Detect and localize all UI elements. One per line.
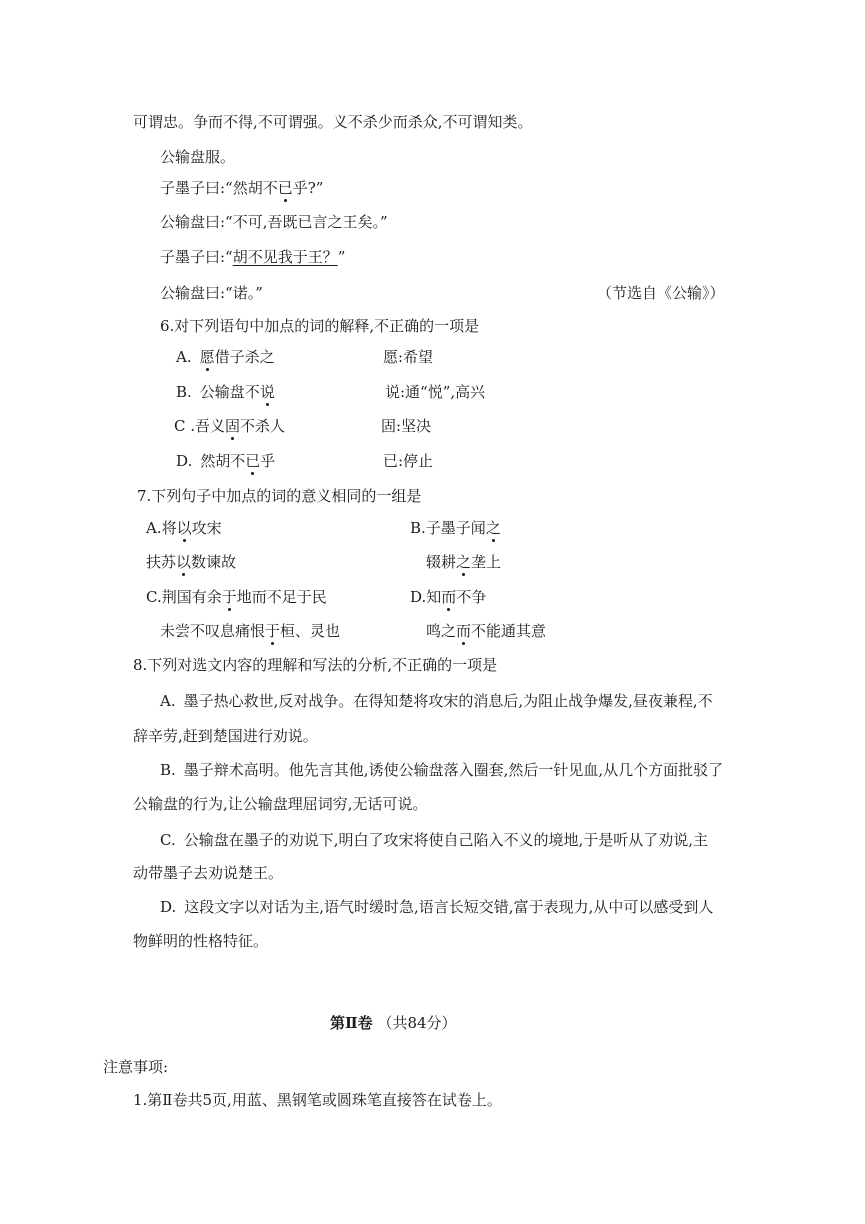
q8-option-c-continued: 动带墨子去劝说楚王。 bbox=[133, 864, 284, 882]
q7-option-b-sentence-1 bbox=[410, 518, 501, 538]
dotted-character: 于 bbox=[265, 622, 281, 640]
option-label: D. bbox=[176, 452, 193, 470]
q7-option-c-sentence-2 bbox=[160, 621, 340, 641]
q7-option-c-sentence-1 bbox=[146, 587, 327, 607]
q6-option-a-gloss: 愿:希望 bbox=[383, 348, 434, 366]
q7-option-a-sentence-1 bbox=[146, 518, 222, 538]
option-text: 墨子热心救世,反对战争。在得知楚将攻宋的消息后,为阻止战争爆发,昼夜兼程,不 bbox=[183, 692, 713, 710]
text-segment: 扶苏 bbox=[146, 553, 177, 571]
q6-option-c bbox=[174, 416, 285, 436]
q8-option-a bbox=[160, 691, 713, 711]
dotted-character: 说 bbox=[259, 383, 275, 401]
text-segment: 荆国有余 bbox=[161, 588, 222, 606]
q8-option-c bbox=[160, 830, 708, 850]
text-segment: 将 bbox=[161, 519, 177, 537]
text-segment: 数谏故 bbox=[191, 553, 237, 571]
option-label: A. bbox=[146, 519, 162, 537]
text-segment: 垄上 bbox=[471, 553, 502, 571]
text-segment: 子墨子曰:“然胡不 bbox=[160, 179, 278, 197]
text-segment: 子墨子闻 bbox=[425, 519, 486, 537]
text-segment: 不争 bbox=[456, 588, 487, 606]
q6-option-c-gloss: 固:坚决 bbox=[381, 417, 432, 435]
dotted-character: 固 bbox=[225, 417, 241, 435]
text-segment: 乎 bbox=[260, 452, 276, 470]
passage-line bbox=[160, 247, 345, 267]
text-segment: 然胡不 bbox=[200, 452, 246, 470]
dotted-character: 而 bbox=[456, 622, 472, 640]
text-segment: 辍耕 bbox=[426, 553, 457, 571]
passage-line: 公输盘曰:“诺。” bbox=[160, 284, 263, 302]
q6-option-d bbox=[176, 451, 275, 471]
text-segment: 地而不足于民 bbox=[236, 588, 327, 606]
q6-option-b-gloss: 说:通“悦”,高兴 bbox=[385, 383, 486, 401]
dotted-character: 以 bbox=[176, 553, 192, 571]
q8-option-b-continued: 公输盘的行为,让公输盘理屈词穷,无话可说。 bbox=[133, 795, 428, 813]
text-segment: 不杀人 bbox=[240, 417, 286, 435]
option-label: B. bbox=[410, 519, 426, 537]
q6-option-d-gloss: 已:停止 bbox=[383, 452, 434, 470]
option-label: C. bbox=[160, 831, 176, 849]
text-segment: 不能通其意 bbox=[471, 622, 547, 640]
dotted-character: 之 bbox=[456, 553, 472, 571]
q7-option-b-sentence-2 bbox=[426, 552, 501, 572]
q6-option-b bbox=[176, 382, 275, 402]
option-label: C . bbox=[174, 417, 196, 435]
option-label: B. bbox=[160, 761, 176, 779]
dotted-character: 之 bbox=[485, 519, 501, 537]
text-segment: 吾义 bbox=[195, 417, 226, 435]
option-label: D. bbox=[410, 588, 427, 606]
option-label: B. bbox=[176, 383, 192, 401]
passage-line: 公输盘服。 bbox=[160, 148, 236, 166]
q6-option-a bbox=[176, 347, 275, 367]
dotted-character: 以 bbox=[176, 519, 192, 537]
option-label: C. bbox=[146, 588, 162, 606]
q8-option-d-continued: 物鲜明的性格特征。 bbox=[133, 932, 269, 950]
dotted-character: 而 bbox=[441, 588, 457, 606]
q8-option-d bbox=[160, 897, 713, 917]
q7-option-d-sentence-1 bbox=[410, 587, 486, 607]
q8-option-a-continued: 辞辛劳,赶到楚国进行劝说。 bbox=[133, 727, 318, 745]
text-segment: 借子杀之 bbox=[214, 348, 275, 366]
underlined-sentence: 胡不见我于王？ bbox=[232, 248, 338, 266]
question-6-stem: 6.对下列语句中加点的词的解释,不正确的一项是 bbox=[160, 317, 480, 335]
q7-option-a-sentence-2 bbox=[146, 552, 236, 572]
passage-line: 公输盘曰:“不可,吾既已言之王矣。” bbox=[160, 213, 388, 231]
section-points: （共84分） bbox=[377, 1014, 457, 1032]
text-segment: 桓、灵也 bbox=[280, 622, 341, 640]
passage-line: 可谓忠。争而不得,不可谓强。义不杀少而杀众,不可谓知类。 bbox=[133, 113, 533, 131]
text-segment: ” bbox=[337, 248, 346, 266]
dotted-character: 已 bbox=[277, 179, 293, 197]
text-segment: 公输盘不 bbox=[199, 383, 260, 401]
question-8-stem: 8.下列对选文内容的理解和写法的分析,不正确的一项是 bbox=[133, 656, 498, 674]
text-segment: 鸣之 bbox=[426, 622, 457, 640]
q8-option-b bbox=[160, 760, 723, 780]
dotted-character: 愿 bbox=[199, 348, 215, 366]
dotted-character: 于 bbox=[221, 588, 237, 606]
text-segment: 乎?” bbox=[292, 179, 324, 197]
text-segment: 知 bbox=[426, 588, 442, 606]
option-label: A. bbox=[176, 348, 192, 366]
dotted-character: 已 bbox=[245, 452, 261, 470]
section-title: 第Ⅱ卷 bbox=[330, 1014, 373, 1032]
text-segment: 子墨子曰:“ bbox=[160, 248, 233, 266]
text-segment: 未尝不叹息痛恨 bbox=[160, 622, 266, 640]
text-segment: 攻宋 bbox=[191, 519, 222, 537]
option-text: 公输盘在墨子的劝说下,明白了攻宋将使自己陷入不义的境地,于是听从了劝说,主 bbox=[183, 831, 709, 849]
note-item: 1.第Ⅱ卷共5页,用蓝、黑钢笔或圆珠笔直接答在试卷上。 bbox=[133, 1091, 502, 1109]
option-label: D. bbox=[160, 898, 177, 916]
option-label: A. bbox=[160, 692, 176, 710]
option-text: 这段文字以对话为主,语气时缓时急,语言长短交错,富于表现力,从中可以感受到人 bbox=[184, 898, 714, 916]
section-heading bbox=[330, 1013, 457, 1033]
notes-heading: 注意事项: bbox=[103, 1058, 169, 1076]
option-text: 墨子辩术高明。他先言其他,诱使公输盘落入圈套,然后一针见血,从几个方面批驳了 bbox=[183, 761, 724, 779]
passage-line bbox=[160, 178, 323, 198]
q7-option-d-sentence-2 bbox=[426, 621, 546, 641]
question-7-stem: 7.下列句子中加点的词的意义相同的一组是 bbox=[137, 487, 422, 505]
passage-source: （节选自《公输》） bbox=[597, 284, 725, 302]
